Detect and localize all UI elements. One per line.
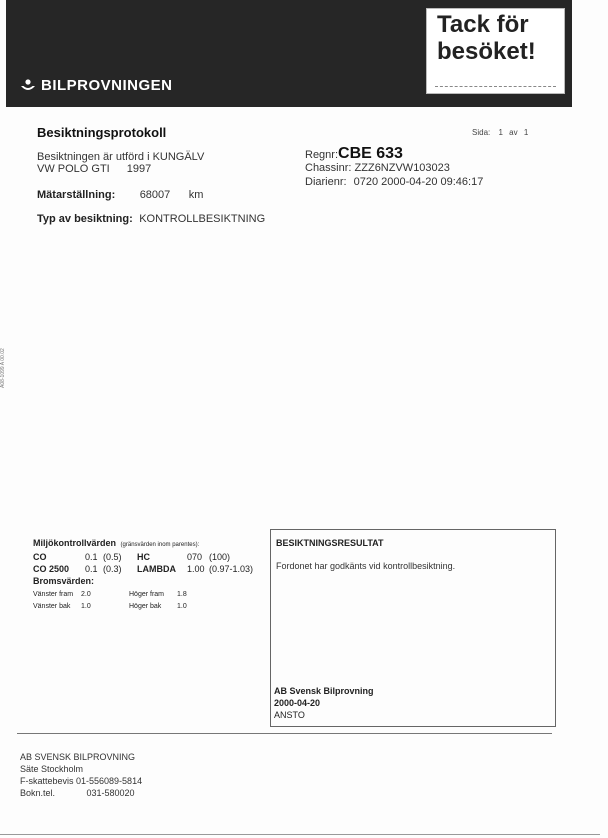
brake-value: 1.0	[177, 603, 187, 610]
env-row-co2500	[33, 563, 253, 575]
chassis-row	[305, 162, 450, 174]
env-limit: (0.5)	[103, 552, 122, 562]
diarie-label: Diarienr:	[305, 176, 347, 188]
chassis-label: Chassinr:	[305, 162, 352, 174]
brake-label: Vänster fram	[33, 591, 74, 598]
env-value: 1.00	[187, 564, 205, 574]
result-signature	[274, 685, 374, 721]
odometer-row	[37, 185, 203, 203]
environment-title: Miljökontrollvärden	[33, 538, 117, 548]
footer-seat: Säte Stockholm	[20, 764, 84, 774]
footer-phone	[20, 787, 142, 799]
regnr-value: CBE 633	[338, 145, 403, 162]
vehicle-line	[37, 163, 151, 175]
env-label: CO	[33, 552, 47, 562]
vehicle-model: VW POLO GTI	[37, 163, 110, 175]
brake-row-rear	[33, 601, 253, 613]
brake-label: Höger fram	[129, 591, 165, 598]
brake-label: Vänster bak	[33, 603, 71, 610]
diarie-row	[305, 176, 483, 188]
page-current: 1	[498, 128, 503, 137]
page-label: Sida:	[472, 128, 491, 137]
page-indicator	[472, 128, 528, 137]
env-value: 070	[187, 552, 203, 562]
odometer-value: 68007	[139, 189, 171, 201]
result-date: 2000-04-20	[274, 698, 321, 708]
env-label: HC	[137, 552, 150, 562]
bilprovningen-logo	[20, 77, 173, 94]
signature-line	[435, 86, 556, 87]
logo-mark-icon	[20, 79, 36, 93]
result-title: BESIKTNINGSRESULTAT	[276, 538, 384, 548]
env-label: CO 2500	[33, 564, 70, 574]
env-limit: (100)	[209, 552, 231, 562]
brake-value: 1.8	[177, 591, 187, 598]
inspection-type-value: KONTROLLBESIKTNING	[139, 213, 266, 225]
thank-you-box	[426, 8, 565, 94]
regnr-row	[305, 145, 403, 163]
env-limit: (0.97-1.03)	[209, 564, 254, 574]
form-code: A08-1099 A 00.02	[0, 348, 6, 388]
phone-label: Bokn.tel.	[20, 788, 56, 798]
vehicle-year: 1997	[126, 163, 152, 175]
document-title: Besiktningsprotokoll	[37, 125, 167, 140]
footer-company: AB SVENSK BILPROVNING	[20, 752, 136, 762]
env-label: LAMBDA	[137, 564, 176, 574]
environment-values	[33, 537, 253, 613]
location-line: Besiktningen är utförd i KUNGÄLV	[37, 151, 205, 163]
footer-tax: F-skattebevis 01-556089-5814	[20, 776, 143, 786]
page-total: 1	[523, 128, 529, 137]
regnr-label: Regnr:	[305, 149, 339, 161]
inspection-result-box	[270, 529, 556, 727]
result-text: Fordonet har godkänts vid kontrollbesiktning.	[276, 561, 456, 571]
env-value: 0.1	[85, 564, 98, 574]
page-bottom-edge	[0, 834, 600, 835]
diarie-value: 0720 2000-04-20 09:46:17	[353, 176, 484, 188]
environment-note: (gränsvärden inom parentes):	[120, 542, 200, 548]
result-org: AB Svensk Bilprovning	[274, 686, 374, 696]
inspection-type-label: Typ av besiktning:	[37, 213, 133, 225]
result-station: ANSTO	[274, 710, 305, 720]
env-value: 0.1	[85, 552, 98, 562]
brake-label: Höger bak	[129, 603, 162, 610]
phone-value: 031-580020	[86, 788, 135, 798]
brake-value: 1.0	[81, 603, 91, 610]
footer-divider	[17, 733, 552, 734]
brake-title: Bromsvärden:	[33, 576, 95, 586]
odometer-label: Mätarställning:	[37, 189, 116, 201]
footer-info	[20, 751, 142, 799]
env-limit: (0.3)	[103, 564, 122, 574]
brake-value: 2.0	[81, 591, 91, 598]
env-row-co	[33, 551, 253, 563]
inspection-type-row	[37, 209, 265, 227]
logo-text: BILPROVNINGEN	[41, 77, 173, 94]
chassis-value: ZZZ6NZVW103023	[354, 162, 450, 174]
page-of: av	[509, 128, 518, 137]
header-band	[6, 0, 572, 107]
brake-row-front	[33, 589, 253, 601]
odometer-unit: km	[188, 189, 204, 201]
thank-you-text: Tack för besöket!	[437, 11, 536, 65]
